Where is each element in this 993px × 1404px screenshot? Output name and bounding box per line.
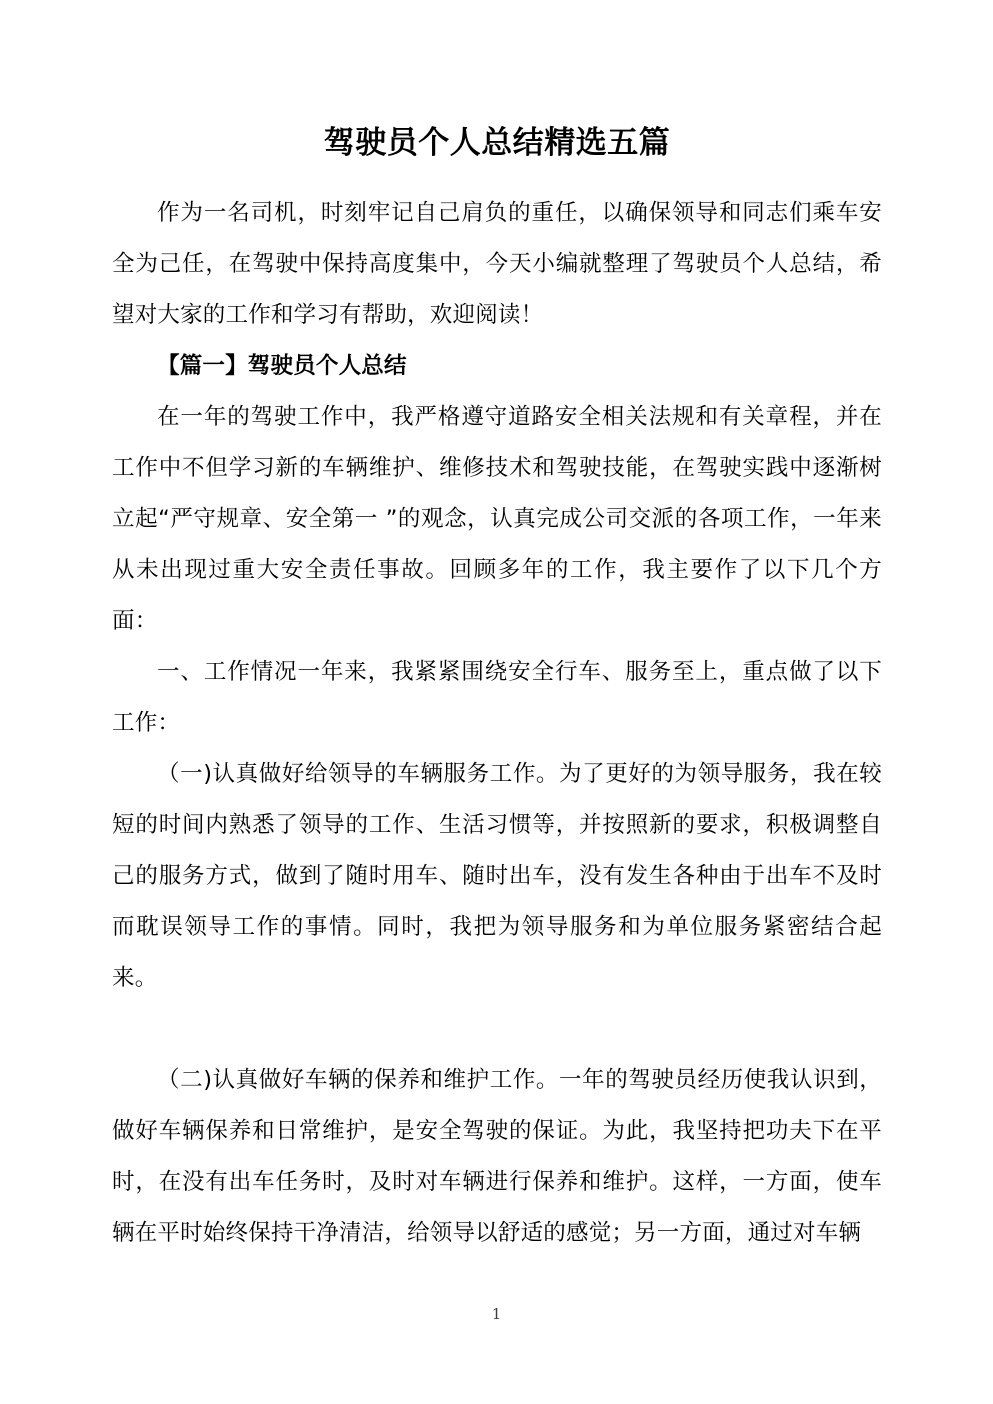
section-heading-pian-yi: 【篇一】驾驶员个人总结 [157, 353, 407, 379]
body-paragraph-3: （一)认真做好给领导的车辆服务工作。为了更好的为领导服务，我在较短的时间内熟悉了领导的工作、生活习惯等，并按照新的要求，积极调整自己的服务方式，做到了随时用车、随时出车，没有发生各种由于出车不及时而耽误领导工作的事情。同时，我把为领导服务和为单位服务紧密结合起来。 [112, 761, 882, 991]
body-paragraph-4: （二)认真做好车辆的保养和维护工作。一年的驾驶员经历使我认识到，做好车辆保养和日常维护，是安全驾驶的保证。为此，我坚持把功夫下在平时，在没有出车任务时，及时对车辆进行保养和维护。这样，一方面，使车辆在平时始终保持干净清洁，给领导以舒适的感觉；另一方面，通过对车辆 [112, 1067, 882, 1246]
page-title: 驾驶员个人总结精选五篇 [323, 125, 671, 161]
page-number-footer: 1 [491, 1305, 502, 1323]
body-paragraph-2: 一、工作情况一年来，我紧紧围绕安全行车、服务至上，重点做了以下工作： [112, 659, 882, 736]
intro-paragraph: 作为一名司机，时刻牢记自己肩负的重任，以确保领导和同志们乘车安全为己任，在驾驶中保持高度集中，今天小编就整理了驾驶员个人总结，希望对大家的工作和学习有帮助，欢迎阅读！ [112, 200, 882, 328]
document-body [112, 188, 882, 1259]
body-paragraph-1: 在一年的驾驶工作中，我严格遵守道路安全相关法规和有关章程，并在工作中不但学习新的车辆维护、维修技术和驾驶技能，在驾驶实践中逐渐树立起“严守规章、安全第一 ”的观念，认真完成公司交派的各项工作，一年来从未出现过重大安全责任事故。回顾多年的工作，我主要作了以下几个方面： [112, 404, 882, 634]
paragraph-spacer [112, 1004, 882, 1055]
